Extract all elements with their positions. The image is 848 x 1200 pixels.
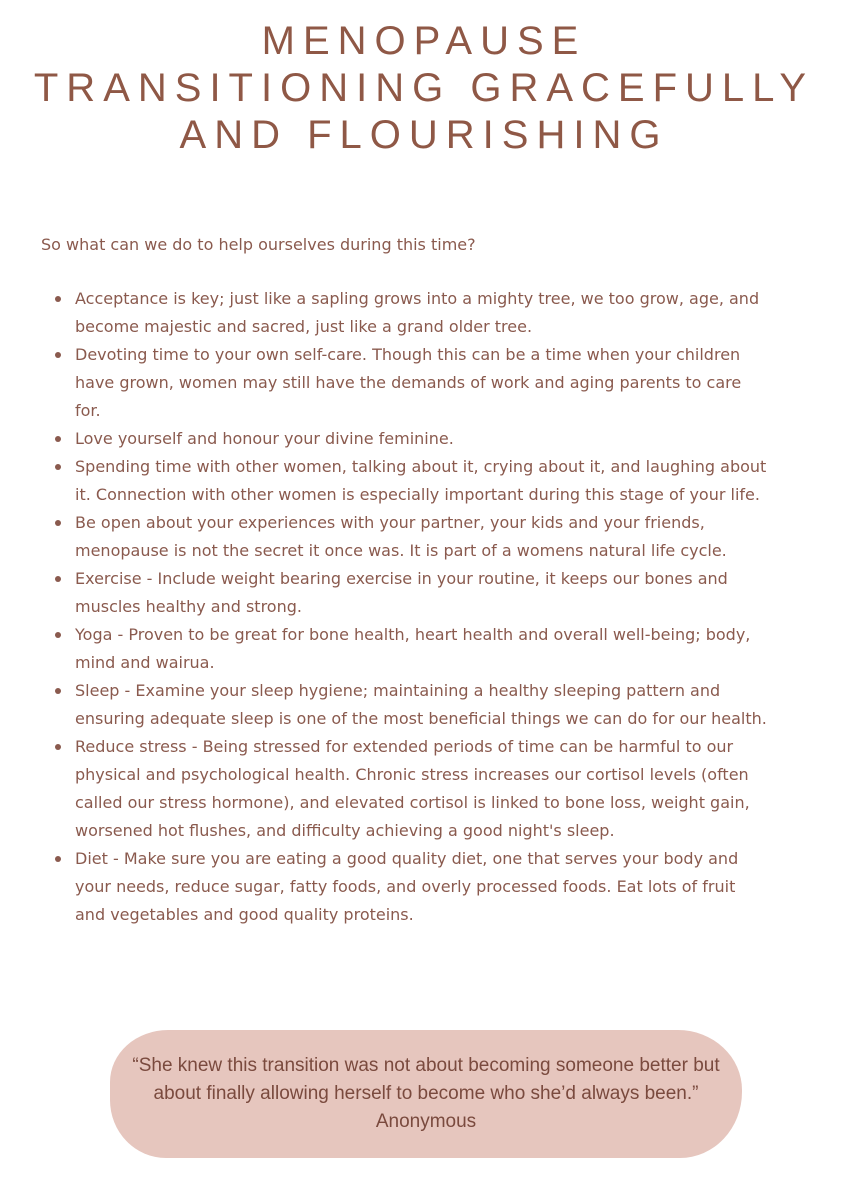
list-item bbox=[41, 425, 821, 453]
list-item-line: for. bbox=[75, 401, 101, 420]
bullet-dot-icon bbox=[55, 464, 61, 470]
list-item-line: Devoting time to your own self-care. Though this can be a time when your children bbox=[75, 345, 741, 364]
title-line: MENOPAUSE bbox=[261, 19, 587, 63]
bullet-dot-icon bbox=[55, 688, 61, 694]
list-item-line: your needs, reduce sugar, fatty foods, and overly processed foods. Eat lots of fruit bbox=[75, 877, 736, 896]
title-line: TRANSITIONING GRACEFULLY bbox=[33, 66, 815, 110]
list-item bbox=[41, 621, 821, 677]
list-item-line: Reduce stress - Being stressed for extended periods of time can be harmful to our bbox=[75, 737, 734, 756]
list-item-line: physical and psychological health. Chronic stress increases our cortisol levels (often bbox=[75, 765, 749, 784]
list-item-line: Exercise - Include weight bearing exercise in your routine, it keeps our bones and bbox=[75, 569, 728, 588]
list-item-line: Sleep - Examine your sleep hygiene; maintaining a healthy sleeping pattern and bbox=[75, 681, 721, 700]
bullet-dot-icon bbox=[55, 632, 61, 638]
list-item bbox=[41, 733, 821, 845]
quote-attribution: Anonymous bbox=[375, 1111, 477, 1132]
bullet-dot-icon bbox=[55, 436, 61, 442]
list-item bbox=[41, 341, 821, 425]
list-item bbox=[41, 677, 821, 733]
title-line: AND FLOURISHING bbox=[179, 113, 669, 157]
quote-line: about finally allowing herself to become who she’d always been.” bbox=[153, 1083, 699, 1104]
list-item bbox=[41, 285, 821, 341]
bullet-dot-icon bbox=[55, 576, 61, 582]
list-item-line: it. Connection with other women is especially important during this stage of your life. bbox=[75, 485, 760, 504]
list-item-line: menopause is not the secret it once was. It is part of a womens natural life cycle. bbox=[75, 541, 727, 560]
quote-block bbox=[110, 1052, 742, 1136]
bullet-dot-icon bbox=[55, 744, 61, 750]
list-item bbox=[41, 509, 821, 565]
bullet-dot-icon bbox=[55, 296, 61, 302]
list-item-line: Yoga - Proven to be great for bone health, heart health and overall well-being; body, bbox=[75, 625, 751, 644]
list-item-line: become majestic and sacred, just like a grand older tree. bbox=[75, 317, 533, 336]
list-item-line: ensuring adequate sleep is one of the most beneficial things we can do for our health. bbox=[75, 709, 767, 728]
list-item bbox=[41, 845, 821, 929]
list-item-line: Diet - Make sure you are eating a good quality diet, one that serves your body and bbox=[75, 849, 739, 868]
list-item-line: have grown, women may still have the demands of work and aging parents to care bbox=[75, 373, 742, 392]
bullet-dot-icon bbox=[55, 520, 61, 526]
bullet-dot-icon bbox=[55, 856, 61, 862]
list-item-line: Acceptance is key; just like a sapling grows into a mighty tree, we too grow, age, and bbox=[75, 289, 760, 308]
list-item bbox=[41, 453, 821, 509]
bullet-dot-icon bbox=[55, 352, 61, 358]
list-item-line: worsened hot flushes, and difficulty achieving a good night's sleep. bbox=[75, 821, 615, 840]
intro-text: So what can we do to help ourselves during this time? bbox=[41, 235, 476, 254]
list-item-line: Spending time with other women, talking about it, crying about it, and laughing about bbox=[75, 457, 767, 476]
list-item-line: Be open about your experiences with your partner, your kids and your friends, bbox=[75, 513, 705, 532]
list-item-line: muscles healthy and strong. bbox=[75, 597, 302, 616]
list-item-line: and vegetables and good quality proteins. bbox=[75, 905, 414, 924]
list-item-line: Love yourself and honour your divine feminine. bbox=[75, 429, 454, 448]
page-title bbox=[0, 18, 848, 159]
list-item bbox=[41, 565, 821, 621]
quote-line: “She knew this transition was not about becoming someone better but bbox=[132, 1055, 720, 1076]
tips-list bbox=[41, 285, 821, 929]
list-item-line: called our stress hormone), and elevated cortisol is linked to bone loss, weight gain, bbox=[75, 793, 750, 812]
list-item-line: mind and wairua. bbox=[75, 653, 215, 672]
